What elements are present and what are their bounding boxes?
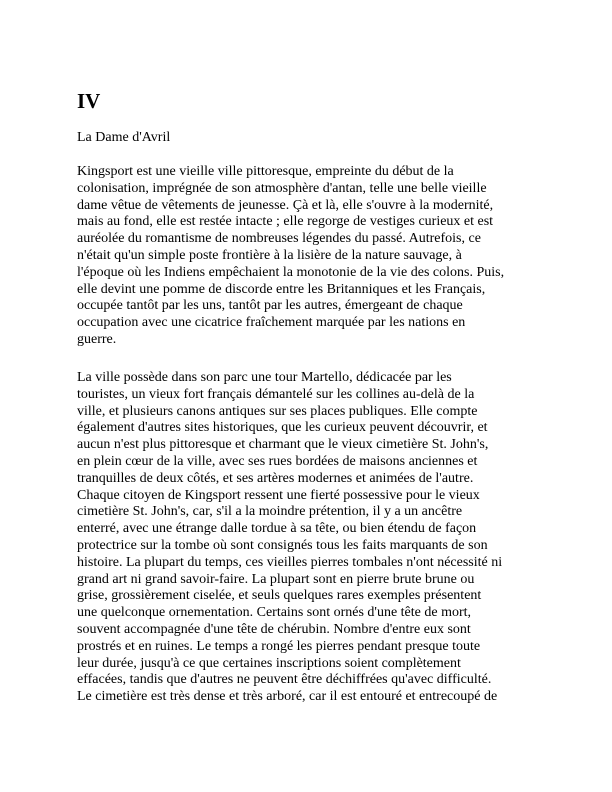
text-line: effacées, tandis que d'autres ne peuvent être déchiffrées qu'avec difficulté. <box>77 672 492 688</box>
text-line: aucun n'est plus pittoresque et charmant que le vieux cimetière St. John's, <box>77 437 489 453</box>
text-line: grand art ni grand savoir-faire. La plupart sont en pierre brute brune ou <box>77 571 475 587</box>
chapter-title: La Dame d'Avril <box>77 130 171 145</box>
paragraph <box>77 370 537 706</box>
text-line: mais au fond, elle est restée intacte ; elle regorge de vestiges curieux et est <box>77 214 494 230</box>
text-line: en plein cœur de la ville, avec ses rues bordées de maisons anciennes et <box>77 453 478 469</box>
text-line: colonisation, imprégnée de son atmosphère d'antan, telle une belle vieille <box>77 180 487 196</box>
text-line: touristes, un vieux fort français démantelé sur les collines au-delà de la <box>77 386 475 402</box>
text-line: souvent accompagnée d'une tête de chérubin. Nombre d'entre eux sont <box>77 621 471 637</box>
text-line: ville, et plusieurs canons antiques sur ses places publiques. Elle compte <box>77 403 478 419</box>
text-line: l'époque où les Indiens empêchaient la monotonie de la vie des colons. Puis, <box>77 264 505 280</box>
text-line: une quelconque ornementation. Certains sont ornés d'une tête de mort, <box>77 605 472 621</box>
chapter-number: IV <box>77 89 101 113</box>
text-line: enterré, avec une étrange dalle tordue à sa tête, ou bien étendu de façon <box>77 521 477 537</box>
text-line: dame vêtue de vêtements de jeunesse. Çà et là, elle s'ouvre à la modernité, <box>77 197 494 213</box>
text-line: histoire. La plupart du temps, ces vieilles pierres tombales n'ont nécessité ni <box>77 554 503 570</box>
text-line: prostrés et en ruines. Le temps a rongé les pierres pendant presque toute <box>77 638 481 654</box>
paragraph <box>77 164 537 349</box>
text-line: occupée tantôt par les uns, tantôt par les autres, émergeant de chaque <box>77 298 463 314</box>
text-line: également d'autres sites historiques, que les curieux peuvent découvrir, et <box>77 420 488 436</box>
text-line: protectrice sur la tombe où sont consignés tous les faits marquants de son <box>77 537 488 553</box>
text-line: grise, grossièrement ciselée, et seuls quelques rares exemples présentent <box>77 588 482 604</box>
text-line: La ville possède dans son parc une tour Martello, dédicacée par les <box>77 370 452 385</box>
text-line: elle devint une pomme de discorde entre les Britanniques et les Français, <box>77 281 486 297</box>
text-line: Le cimetière est très dense et très arboré, car il est entouré et entrecoupé de <box>77 689 498 705</box>
text-line: guerre. <box>77 331 117 347</box>
text-line: cimetière St. John's, car, s'il a la moindre prétention, il y a un ancêtre <box>77 504 463 520</box>
text-line: n'était qu'un simple poste frontière à la lisière de la nature sauvage, à <box>77 247 462 263</box>
text-line: tranquilles de deux côtés, et ses artères modernes et animées de l'autre. <box>77 470 474 486</box>
text-line: Chaque citoyen de Kingsport ressent une fierté possessive pour le vieux <box>77 487 480 503</box>
text-line: occupation avec une cicatrice fraîchement marquée par les nations en <box>77 315 466 331</box>
text-line: leur durée, jusqu'à ce que certaines inscriptions soient complètement <box>77 655 461 671</box>
text-line: auréolée du romantisme de nombreuses légendes du passé. Autrefois, ce <box>77 231 481 247</box>
text-line: Kingsport est une vieille ville pittoresque, empreinte du début de la <box>77 164 454 179</box>
